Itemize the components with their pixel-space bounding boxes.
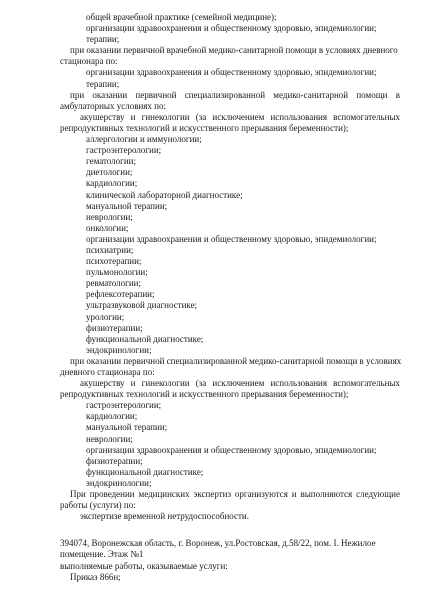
text-line: организации здравоохранения и общественному здоровью, эпидемиологии;	[86, 23, 377, 34]
text-line: гастроэнтерологии;	[86, 400, 162, 411]
text-line: терапии;	[86, 78, 120, 89]
text-line: терапии;	[86, 34, 120, 45]
document-body	[60, 12, 400, 583]
text-line: организации здравоохранения и общественному здоровью, эпидемиологии;	[86, 67, 377, 78]
address-line: помещение. Этаж №1	[60, 549, 144, 560]
text-line: физиотерапии;	[86, 322, 143, 333]
text-line: организации здравоохранения и общественному здоровью, эпидемиологии;	[86, 233, 377, 244]
text-line: психиатрии;	[86, 244, 134, 255]
text-line: организации здравоохранения и общественному здоровью, эпидемиологии;	[86, 444, 377, 455]
text-line: мануальной терапии;	[86, 422, 168, 433]
text-line: ревматологии;	[86, 278, 141, 289]
text-line: аллергологии и иммунологии;	[86, 134, 202, 145]
text-line: диетологии;	[86, 167, 133, 178]
text-line: физиотерапии;	[86, 455, 143, 466]
text-line: амбулаторных условиях по:	[60, 100, 166, 111]
text-line: функциональной диагностике;	[86, 466, 204, 477]
text-line: рефлексотерапии;	[86, 289, 155, 300]
text-line: при оказании первичной врачебной медико-санитарной помощи в условиях дневного	[70, 45, 398, 56]
text-line: общей врачебной практике (семейной медицине);	[86, 12, 277, 22]
text-line: При проведении медицинских экспертиз организуются и выполняются следующие	[70, 489, 400, 500]
text-line: гематологии;	[86, 156, 136, 167]
text-line: стационара по:	[60, 56, 118, 67]
text-line: репродуктивных технологий и искусственного прерывания беременности);	[60, 389, 349, 400]
text-line: мануальной терапии;	[86, 200, 168, 211]
text-line: кардиологии;	[86, 178, 138, 189]
text-line: неврологии;	[86, 433, 133, 444]
text-line: ультразвуковой диагностике;	[86, 300, 198, 311]
text-line: экспертизе временной нетрудоспособности.	[80, 511, 249, 522]
text-line: акушерству и гинекологии (за исключением использования вспомогательных	[80, 111, 400, 122]
text-line: гастроэнтерологии;	[86, 145, 162, 156]
text-line: пульмонологии;	[86, 267, 148, 278]
text-line: дневного стационара по:	[60, 367, 155, 377]
text-line: Приказ 866н;	[70, 571, 121, 582]
text-line: работы (услуги) по:	[60, 500, 136, 511]
text-line: выполняемые работы, оказываемые услуги:	[60, 560, 228, 571]
text-line: неврологии;	[86, 211, 133, 222]
text-line: функциональной диагностике;	[86, 333, 204, 344]
text-line: при оказании первичной специализированной медико-санитарной помощи в условиях	[70, 355, 402, 366]
text-line: клинической лабораторной диагностике;	[86, 189, 243, 200]
text-line: эндокринологии;	[86, 477, 152, 488]
text-line: при оказании первичной специализированной медико-санитарной помощи в	[70, 89, 400, 100]
text-line: психотерапии;	[86, 256, 142, 267]
text-line: кардиологии;	[86, 411, 138, 422]
text-line: репродуктивных технологий и искусственного прерывания беременности);	[60, 122, 349, 133]
text-line: акушерству и гинекологии (за исключением использования вспомогательных	[80, 378, 400, 389]
text-line: урологии;	[86, 311, 125, 322]
text-line: онкологии;	[86, 222, 129, 233]
address-line: 394074, Воронежская область, г. Воронеж, ул.Ростовская, д.58/22, пом. I. Нежилое	[60, 538, 376, 549]
spacer	[60, 522, 400, 538]
text-line: эндокринологии;	[86, 344, 152, 355]
